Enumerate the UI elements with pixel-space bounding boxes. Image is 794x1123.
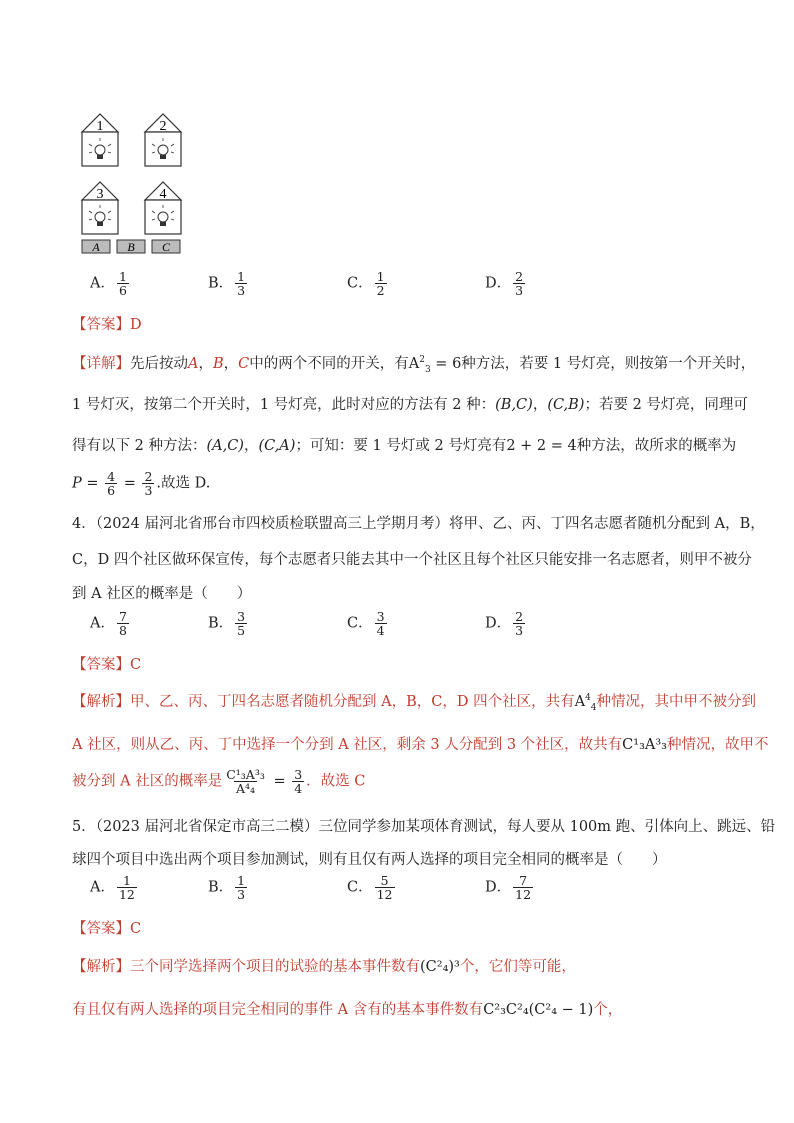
q5-answer: 【答案】C [72, 921, 142, 937]
q5-option-c: C． $\frac{5}{12}$ [347, 873, 393, 902]
q4-analysis-line-2: A 社区，则从乙、丙、丁中选择一个分到 A 社区，剩余 3 人分配到 3 个社区，故共有C¹₃A³₃种情况，故甲不 [72, 737, 769, 753]
q3-detail-line-2: 1 号灯灭，按第二个开关时，1 号灯亮，此时对应的方法有 2 种：(B,C)，(C,B)；若要 2 号灯亮，同理可 [72, 397, 748, 413]
q3-option-a: A． $\frac{1}{6}$ [90, 269, 127, 298]
q5-option-b: B． $\frac{1}{3}$ [208, 873, 246, 902]
lamp-4-icon [145, 182, 181, 234]
svg-text:B: B [127, 240, 135, 254]
q5-analysis-line-1: 【解析】三个同学选择两个项目的试验的基本事件数有(C²₄)³个，它们等可能， [72, 959, 576, 975]
svg-text:A: A [92, 240, 100, 254]
lamp-4-number: 4 [159, 187, 167, 202]
svg-text:C: C [161, 240, 171, 254]
q3-option-c: C． $\frac{1}{2}$ [347, 269, 385, 298]
q4-option-a: A． $\frac{7}{8}$ [90, 609, 127, 638]
lamp-3-icon [82, 182, 118, 234]
q3-option-b: B． $\frac{1}{3}$ [208, 269, 246, 298]
lamp-2-number: 2 [159, 119, 167, 134]
q3-detail-line-3: 得有以下 2 种方法：(A,C)，(C,A)；可知：要 1 号灯或 2 号灯亮有2 + 2 = 4种方法，故所求的概率为 [72, 438, 737, 454]
q4-stem-line-2: C，D 四个社区做环保宣传，每个志愿者只能去其中一个社区且每个社区只能安排一名志愿者，则甲不被分 [72, 552, 752, 568]
q4-option-c: C． $\frac{3}{4}$ [347, 609, 385, 638]
q5-analysis-line-2: 有且仅有两人选择的项目完全相同的事件 A 含有的基本事件数有C²₃C²₄(C²₄ − 1)个， [72, 1002, 623, 1018]
q4-stem-line-3: 到 A 社区的概率是（ ） [72, 586, 252, 602]
lamp-3-number: 3 [96, 187, 104, 202]
q4-analysis-line-3: 被分到 A 社区的概率是 $\frac{\text{C¹₃A³₃}}{\text{A⁴₄}}$ = $\frac{3}{4}$ ．故选 C [72, 767, 366, 796]
q5-stem-line-1: 5．（2023 届河北省保定市高三二模）三位同学参加某项体育测试，每人要从 100m 跑、引体向上、跳远、铅 [72, 819, 776, 835]
switch-a [82, 240, 110, 254]
lamp-1-icon [82, 114, 118, 166]
lamp-switch-figure [80, 110, 190, 260]
q4-answer: 【答案】C [72, 657, 142, 673]
q3-option-d: D． $\frac{2}{3}$ [485, 269, 524, 298]
q4-option-b: B． $\frac{3}{5}$ [208, 609, 246, 638]
q3-detail-line-1: 【详解】先后按动A，B，C中的两个不同的开关，有$A^2_3 = 6$种方法，若要 1 号灯亮，则按第一个开关时， [72, 355, 756, 375]
q5-option-a: A． $\frac{1}{12}$ [90, 873, 135, 902]
lamp-1-number: 1 [96, 119, 104, 134]
q3-answer: 【答案】D [72, 317, 142, 333]
q5-stem-line-2: 球四个项目中选出两个项目参加测试，则有且仅有两人选择的项目完全相同的概率是（ ） [72, 852, 667, 868]
switch-b [117, 240, 145, 254]
q4-option-d: D． $\frac{2}{3}$ [485, 609, 524, 638]
switch-c [152, 240, 180, 254]
q4-stem-line-1: 4．（2024 届河北省邢台市四校质检联盟高三上学期月考）将甲、乙、丙、丁四名志愿者随机分配到 A，B， [72, 516, 765, 532]
q5-option-d: D． $\frac{7}{12}$ [485, 873, 532, 902]
q4-analysis-line-1: 【解析】甲、乙、丙、丁四名志愿者随机分配到 A，B，C，D 四个社区，共有$A^4_4$种情况，其中甲不被分到 [72, 693, 757, 713]
q3-detail-line-4: P = $\frac{4}{6}$ = $\frac{2}{3}$ .故选 D. [72, 469, 211, 498]
lamp-2-icon [145, 114, 181, 166]
